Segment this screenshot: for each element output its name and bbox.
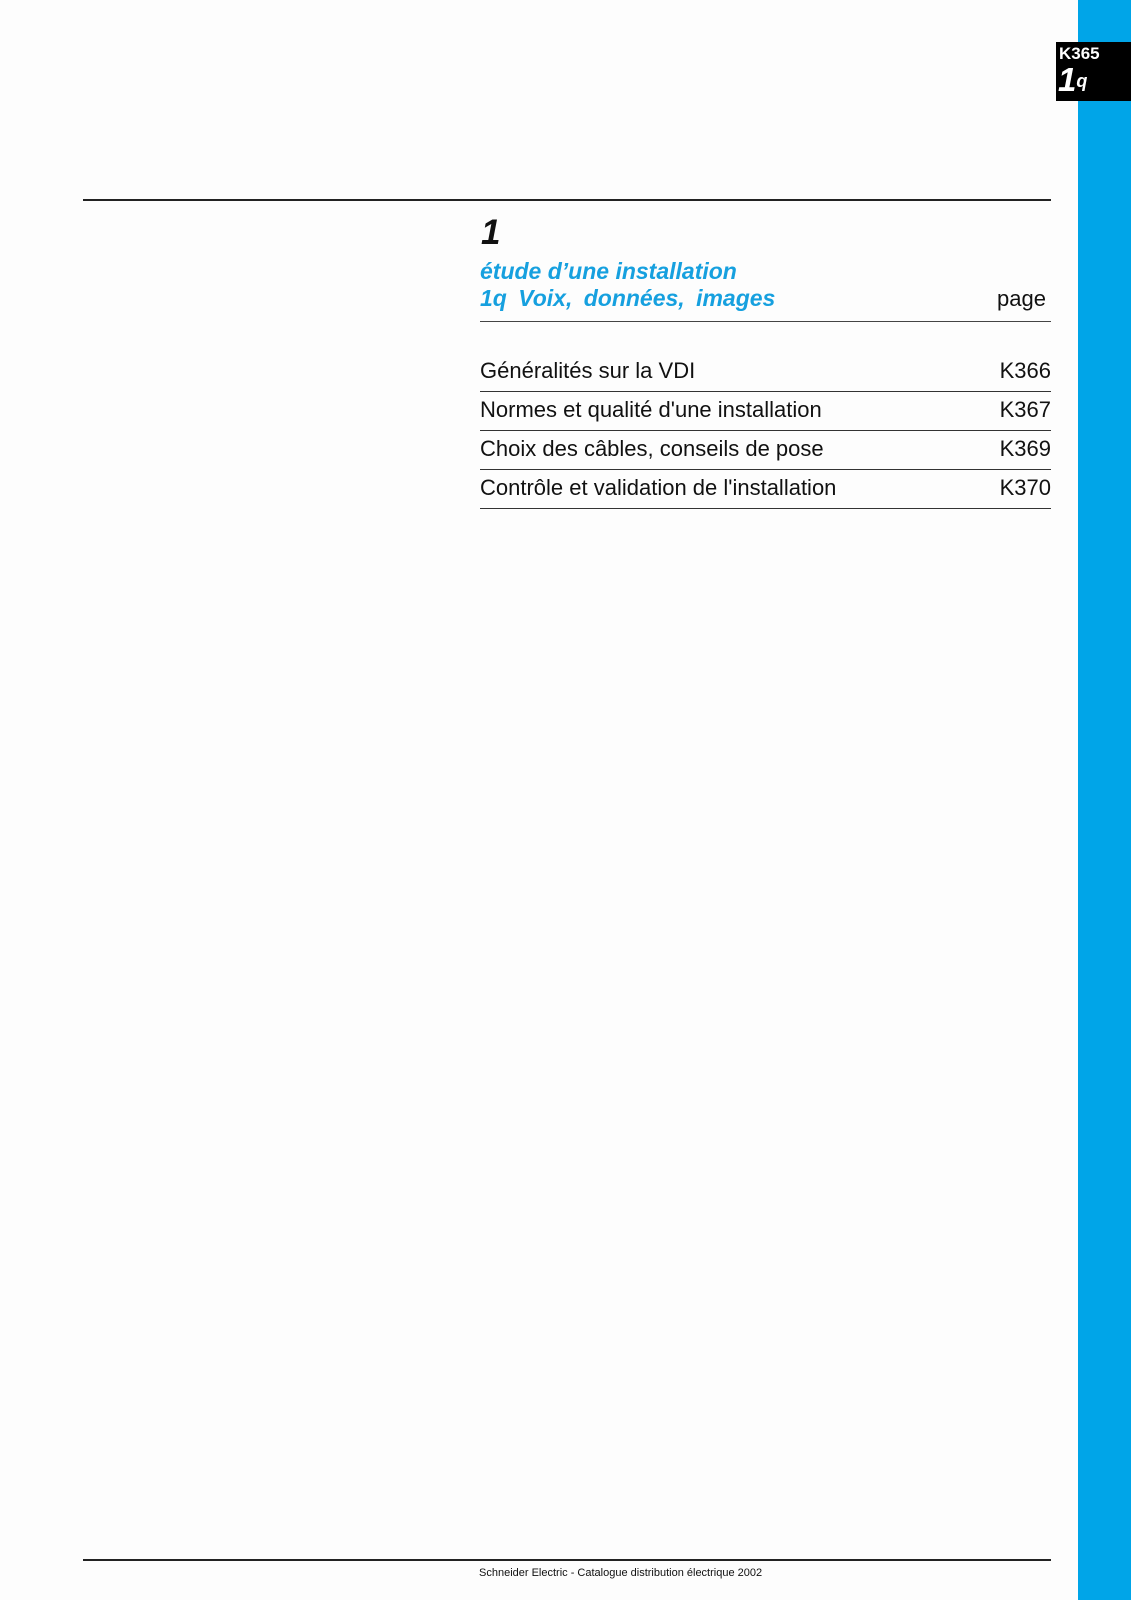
toc-row[interactable] (480, 392, 1051, 431)
side-color-bar (1078, 0, 1131, 1600)
footer-divider (83, 1559, 1051, 1561)
chapter-number: 1 (481, 213, 501, 252)
toc-entry-title: Généralités sur la VDI (480, 358, 696, 383)
toc-entry-page: K370 (999, 475, 1051, 500)
toc-entry-title: Normes et qualité d'une installation (480, 397, 822, 422)
toc-entry-title: Contrôle et validation de l'installation (480, 475, 837, 500)
page-tab (1056, 42, 1131, 101)
top-divider (83, 199, 1051, 201)
table-of-contents (480, 353, 1051, 509)
heading-divider (480, 321, 1051, 322)
page-column-label: page (997, 286, 1046, 311)
page-code: K365 (1059, 44, 1100, 63)
chapter-title: étude d’une installation (480, 258, 737, 284)
toc-entry-page: K366 (999, 358, 1051, 383)
toc-row[interactable] (480, 353, 1051, 392)
section-number: 1 (1058, 61, 1076, 98)
footer-text: Schneider Electric - Catalogue distribution électrique 2002 (479, 1567, 763, 1579)
toc-row[interactable] (480, 431, 1051, 470)
section-marker (1058, 61, 1086, 99)
section-suffix: q (1076, 71, 1087, 91)
toc-entry-title: Choix des câbles, conseils de pose (480, 436, 824, 461)
toc-entry-page: K369 (999, 436, 1051, 461)
section-title: 1q Voix, données, images (480, 285, 776, 311)
toc-row[interactable] (480, 470, 1051, 509)
toc-entry-page: K367 (999, 397, 1051, 422)
